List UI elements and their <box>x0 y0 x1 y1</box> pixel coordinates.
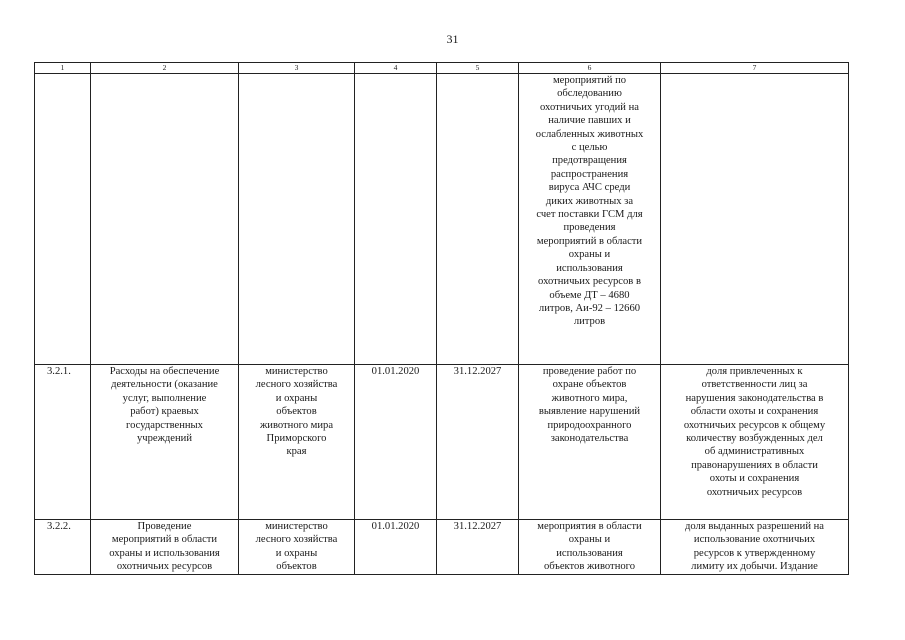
row-executor: министерство лесного хозяйства и охраны объектов животного мира Приморского края <box>255 366 338 458</box>
page-number: 31 <box>446 32 459 46</box>
table-row <box>35 74 849 365</box>
column-number: 7 <box>661 63 849 74</box>
row-executor-cell <box>239 365 355 520</box>
row-number-cell <box>35 365 91 520</box>
row-end-cell <box>437 365 519 520</box>
row-end-cell <box>437 74 519 365</box>
row-end-date: 31.12.2027 <box>453 366 502 377</box>
row-measure-cell <box>519 74 661 365</box>
row-number-cell <box>35 74 91 365</box>
column-number-row <box>35 63 849 74</box>
row-indicator-cell <box>661 365 849 520</box>
measures-table <box>34 62 849 575</box>
row-name-cell <box>91 365 239 520</box>
row-name: Проведение мероприятий в области охраны и использования охотничьих ресурсов <box>109 521 220 573</box>
column-number: 4 <box>355 63 437 74</box>
row-indicator-cell <box>661 74 849 365</box>
row-measure: проведение работ по охране объектов животного мира, выявление нарушений природоохранного законодательства <box>538 366 641 445</box>
row-number-cell <box>35 520 91 575</box>
row-measure: мероприятий по обследованию охотничьих угодий на наличие павших и ослабленных животных с целью предотвращения распространения вируса АЧС среди диких животных за счет поставки ГСМ для проведения мероприятий в области охраны и использования охотничьих ресурсов в объеме ДТ – 4680 литров, Аи-92 – 12660 литров <box>535 75 644 328</box>
row-indicator: доля выданных разрешений на использование охотничьих ресурсов к утвержденному лимиту их добычи. Издание <box>684 521 825 573</box>
row-number: 3.2.2. <box>47 521 71 532</box>
column-number: 1 <box>35 63 91 74</box>
row-start-cell <box>355 365 437 520</box>
table-row <box>35 520 849 575</box>
row-start-cell <box>355 520 437 575</box>
row-executor-cell <box>239 520 355 575</box>
table-row <box>35 365 849 520</box>
row-name-cell <box>91 74 239 365</box>
row-name-cell <box>91 520 239 575</box>
row-start-date: 01.01.2020 <box>371 521 420 532</box>
row-start-date: 01.01.2020 <box>371 366 420 377</box>
row-end-date: 31.12.2027 <box>453 521 502 532</box>
row-indicator-cell <box>661 520 849 575</box>
row-number: 3.2.1. <box>47 366 71 377</box>
row-measure-cell <box>519 365 661 520</box>
column-number: 2 <box>91 63 239 74</box>
column-number: 3 <box>239 63 355 74</box>
row-measure: мероприятия в области охраны и использования объектов животного <box>537 521 642 573</box>
row-name: Расходы на обеспечение деятельности (оказание услуг, выполнение работ) краевых государственных учреждений <box>109 366 220 445</box>
column-number: 5 <box>437 63 519 74</box>
row-executor: министерство лесного хозяйства и охраны объектов <box>255 521 338 573</box>
row-end-cell <box>437 520 519 575</box>
row-indicator: доля привлеченных к ответственности лиц за нарушения законодательства в области охоты и сохранения охотничьих ресурсов к общему количеству возбужденных дел об административных правонарушениях в области охоты и сохранения охотничьих ресурсов <box>683 366 826 498</box>
row-measure-cell <box>519 520 661 575</box>
column-number: 6 <box>519 63 661 74</box>
row-executor-cell <box>239 74 355 365</box>
row-start-cell <box>355 74 437 365</box>
